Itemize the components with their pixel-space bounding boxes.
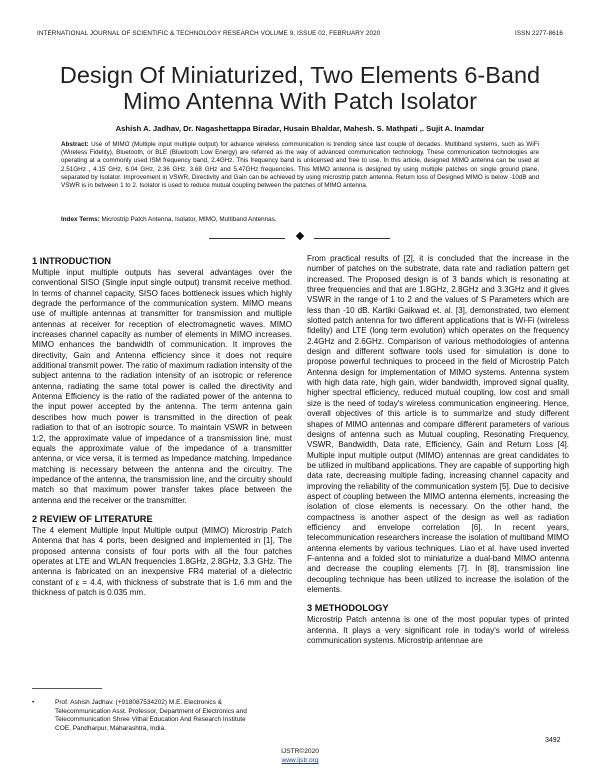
paper-title [40,62,560,114]
methodology-text: Microstrip Patch antenna is one of the most popular types of printed antenna. It plays a very significant role in today's world of wireless communication systems. Microstrip antennae are [307,615,569,646]
literature-review-continued: From practical results of [2], it is concluded that the increase in the number of patches on the substrate, data rate and radiation pattern get increased. The Proposed design is of 3 bands which is resonating at three frequencies and that are 1.8GHz, 2.8GHz and 3.3GHz and it gives VSWR in the range of 1 to 2 and the values of S Parameters which are less than -10 dB. Kartiki Gaikwad et. al. [3], demonstrated, two element slotted patch antenna for two different applications that is Wi-Fi (wireless fidelity) and LTE (long term evolution) which operates on the frequency 2.4GHz and 2.6GHz. Comparison of various methodologies of antenna design and different software tools used for simulation is done to propose powerful techniques to proceed in the field of Microstrip Patch Antenna design for implementation of MIMO systems. Antenna system with high data rate, high gain, wider bandwidth, improved signal quality, higher spectral efficiency, reduced mutual coupling, low cost and small size is the need of today's wireless communication engineering. Hence, overall objectives of this article is to summarize and study different shapes of MIMO antennas and compare different parameters of various designs of antenna such as Mutual coupling, Resonating Frequency, VSWR, Bandwidth, Data rate, Efficiency, Gain and Return Loss [4]. Multiple input multiple output (MIMO) antennas are great candidates to be utilized in multiband applications. They are capable of supporting high data rate, decreasing multiple fading, increasing channel capacity and improving the reliability of the communication system [5]. Due to decisive aspect of coupling between the MIMO antenna elements, increasing the isolation of close elements is necessary. On the other hand, the compactness is another aspect of the design as well as radiation efficiency and envelope correlation [6]. In recent years, telecommunication researchers increase the isolation of multiband MIMO antenna elements by various techniques. Liao et al. have used inverted F-antenna and a folded slot to miniaturize a dual-band MIMO antenna and decrease the coupling elements [7]. In [8], transmission line decoupling technique has been utilized to increase the isolation of the elements. [307,254,569,594]
methodology-heading: 3 METHODOLOGY [307,603,389,614]
section-divider [0,233,600,243]
title-line-2: Mimo Antenna With Patch Isolator [123,88,477,114]
author-footnote [32,699,252,733]
index-terms [61,216,539,224]
right-column [307,254,569,646]
literature-review-text: The 4 element Multiple Input Multiple output (MIMO) Microstrip Patch Antenna that has 4 ports, been designed and implemented in [1], The proposed antenna consists of four ports with all the four patches operates at LTE and WLAN frequencies 1.8GHz, 2.8GHz, 3.3 GHz. The antenna is fabricated on an inexpensive FR4 material of a dielectric constant of ε = 4.4, with thickness of substrate that is 1.6 mm and the thickness of patch is 0.035 mm. [32,525,292,597]
abstract-text: Use of MIMO (Multiple input multiple output) for advance wireless communication is trending since last couple of decades. Multiband systems, such as WiFi (Wireless Fidelity), Bluetooth, or BLE (Bluetooth Low Energy) are referred as the way of advanced communication technology. These communication technologies are operating at a commonly used ISM frequency band, 2.4GHz. This frequency band is unlicensed and free to use. In this article, designed MIMO antenna can be used at 2.51GHz , 4.15 GHz, 6.04 GHz, 2.36 GHz, 3.68 GHz and 5.47GHz frequencies. This MIMO antenna is designed by using multiple patches on single ground plane, separated by Isolator. Improvement in VSWR, Directivity and Gain can be achieved by using microstrip patch antenna. Return loss of Designed MIMO is below -10dB and VSWR is in between 1 to 2. Isolator is used to reduce mutual coupling between the patches of MIMO antenna. [61,141,539,190]
authors: Ashish A. Jadhav, Dr. Nagashettappa Biradar, Husain Bhaldar, Mahesh. S. Mathpati ,. Sujit A. Inamdar [115,124,485,133]
footnote-rule [32,688,102,689]
abstract [61,141,539,190]
journal-name: INTERNATIONAL JOURNAL OF SCIENTIFIC & TECHNOLOGY RESEARCH VOLUME 9, ISSUE 02, FEBRUARY 2020 [37,30,381,37]
abstract-label: Abstract: [61,141,89,148]
title-line-1: Design Of Miniaturized, Two Elements 6-Band [59,62,541,88]
running-header [37,30,563,37]
footnote-bullet-icon: • [32,699,35,706]
page-number: 3492 [545,737,561,744]
introduction-text: Multiple input multiple outputs has several advantages over the conventional SISO (Single input single output) transmit receive method. In terms of channel capacity, SISO faces bottleneck issues which highly degrade the performance of the communication system. MIMO means use of multiple antennas at transmitter for transmission and multiple antennas at receiver for reception of electromagnetic waves. MIMO increases channel capacity as number of elements in MIMO increases. MIMO enhances the bandwidth of communication. It improves the directivity, Gain and Antenna efficiency since it does not require additional transmit power. The ratio of maximum radiation intensity of the subject antenna to the radiation intensity of an isotropic or reference antenna, radiating the same total power is called the directivity and Antenna Efficiency is the ratio of the radiated power of the antenna to the input power accepted by the antenna. The term antenna gain describes how much power is transmitted in the direction of peak radiation to that of an isotropic source. To maintain VSWR in between 1:2, the approximate value of impedance of a transmission line, must equals the approximate value of the impedance of a transmitter antenna, or vice versa, it is termed as Impedance matching. Impedance matching is necessary between the antenna and the circuitry. The impedance of the antenna, the transmission line, and the circuitry should match so that maximum power transfer takes place between the antenna and the receiver or the transmitter. [32,268,292,505]
footer-copyright: IJSTR©2020 [281,748,319,755]
divider-diamond-icon [296,232,304,240]
footer-url-wrap [0,757,600,764]
divider-line-left [209,238,285,239]
footer-url-link[interactable]: www.ijstr.org [281,757,319,764]
index-terms-text: Microstrip Patch Antenna, Isolator, MIMO, Multiband Antennas. [99,216,277,223]
footnote-text: Prof. Ashish Jadhav. (+918087534202) M.E. Electronics & Telecommunication Asst. Professor, Department of Electronics and Telecommunication Shree Vithal Education And Research Institute COE, Pandharpur, Maharashtra, India. [55,699,247,732]
literature-review-heading: 2 REVIEW OF LITERATURE [32,513,153,524]
index-terms-label: Index Terms: [61,216,100,223]
left-column [32,256,292,598]
divider-line-right [314,238,390,239]
introduction-heading: 1 INTRODUCTION [32,256,112,266]
issn: ISSN 2277-8616 [515,30,563,37]
